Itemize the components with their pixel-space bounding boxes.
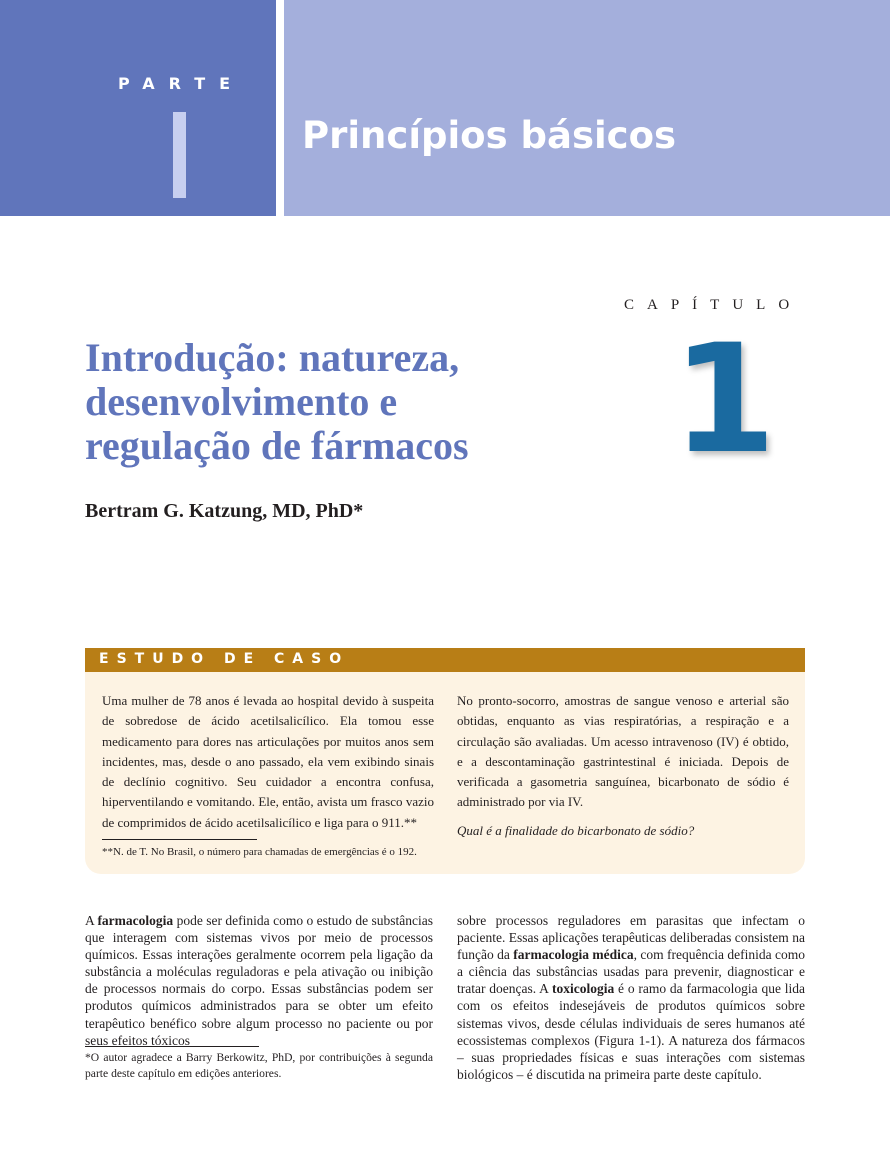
case-footnote-divider — [102, 839, 257, 840]
chapter-label: CAPÍTULO — [624, 297, 803, 313]
chapter-title-line: regulação de fármacos — [85, 423, 469, 468]
case-study-right-column — [457, 691, 789, 841]
part-numeral — [173, 112, 186, 198]
case-study-footnote: **N. de T. No Brasil, o número para chamadas de emergências é o 192. — [102, 846, 417, 858]
chapter-author: Bertram G. Katzung, MD, PhD* — [85, 500, 364, 522]
body-column-left — [85, 912, 433, 1049]
chapter-title — [85, 336, 555, 468]
chapter-number: 1 — [672, 313, 777, 487]
body-text: sobre processos reguladores em parasitas que infectam o paciente. Essas aplicações terapêuticas deliberadas consistem na função da — [457, 913, 805, 963]
term-farmacologia: farmacologia — [97, 913, 174, 928]
chapter-title-line: Introdução: natureza, — [85, 335, 460, 380]
term-toxicologia: toxicologia — [552, 981, 615, 997]
term-farmacologia-medica: farmacologia médica — [513, 947, 634, 963]
case-study-right-text: No pronto-socorro, amostras de sangue venoso e arterial são obtidas, enquanto as vias respiratórias, a respiração e a circulação são avaliadas. Um acesso intravenoso (IV) é obtido, e a descontaminação gastrintestinal é iniciada. Depois de verificada a gasometria sanguínea, bicarbonato de sódio é administrado por via IV. — [457, 693, 789, 810]
case-study-heading: ESTUDO DE CASO — [99, 651, 350, 667]
part-title: Princípios básicos — [302, 114, 677, 157]
part-label: PARTE — [118, 74, 245, 93]
chapter-title-line: desenvolvimento e — [85, 379, 398, 424]
case-study-header — [85, 648, 805, 672]
part-band-right — [284, 0, 890, 216]
body-column-right — [457, 912, 805, 1083]
body-text: , com frequência definida como a ciência das substâncias usadas para prevenir, diagnosticar e tratar doenças. A — [457, 947, 805, 997]
part-band-left — [0, 0, 276, 216]
body-text: A — [85, 913, 98, 928]
case-study-question: Qual é a finalidade do bicarbonato de sódio? — [457, 822, 695, 838]
case-study-left-text: Uma mulher de 78 anos é levada ao hospital devido à suspeita de sobredose de ácido acetilsalicílico. Ela tomou esse medicamento para dores nas articulações por muitos anos sem incidentes, mas, desde o ano passado, ela vem exibindo sinais de declínio cognitivo. Seu cuidador a encontra confusa, hiperventilando e vomitando. Ele, então, avista um frasco vazio de comprimidos de ácido acetilsalicílico e liga para o 911.** — [102, 693, 434, 830]
case-study-box — [85, 672, 805, 874]
body-text: é o ramo da farmacologia que lida com os efeitos indesejáveis de produtos químicos sobre sistemas vivos, desde células individuais de seres humanos até ecossistemas complexos (Figura 1-1). A natureza dos fármacos – suas propriedades físicas e suas interações com sistemas biológicos – é discutida na primeira parte deste capítulo. — [457, 981, 806, 1082]
body-text: pode ser definida como o estudo de substâncias que interagem com sistemas vivos por meio de processos químicos. Essas interações geralmente ocorrem pela ligação da substância a moléculas reguladoras e pela ativação ou inibição de processos normais do corpo. Essas substâncias podem ser produtos químicos administrados para se obter um efeito terapêutico benéfico sobre algum processo no paciente ou por seus efeitos tóxicos — [85, 913, 433, 1048]
footnote-divider — [85, 1046, 259, 1047]
author-footnote: *O autor agradece a Barry Berkowitz, PhD, por contribuições à segunda parte deste capítulo em edições anteriores. — [85, 1051, 433, 1081]
